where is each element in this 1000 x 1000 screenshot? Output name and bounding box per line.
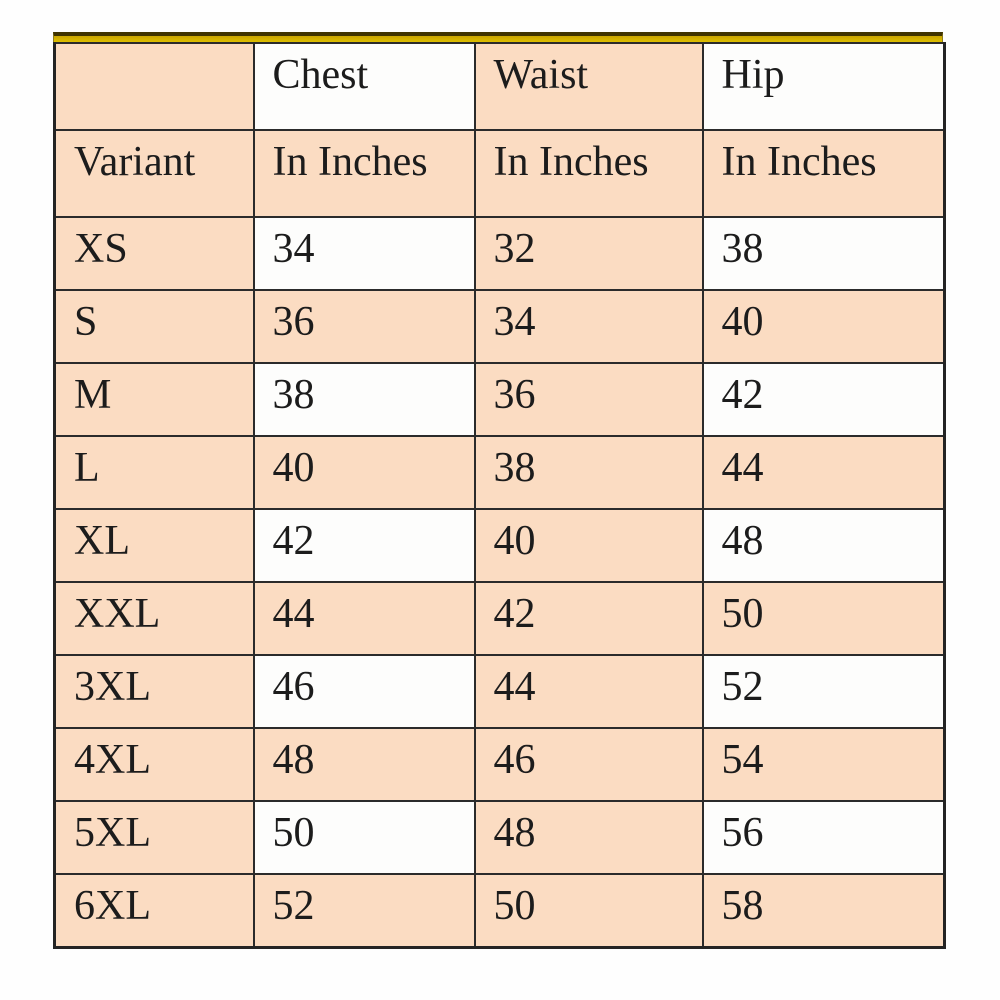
hip-value-cell: 40	[703, 290, 945, 363]
table-row-m	[55, 363, 945, 436]
variant-cell: S	[55, 290, 254, 363]
variant-cell: 4XL	[55, 728, 254, 801]
waist-value-cell: 38	[475, 436, 703, 509]
chest-value-cell: 38	[254, 363, 475, 436]
waist-value-cell: 36	[475, 363, 703, 436]
header-waist-cell: Waist	[475, 43, 703, 130]
hip-value-cell: 42	[703, 363, 945, 436]
table-row-s	[55, 290, 945, 363]
header-blank-cell	[55, 43, 254, 130]
table-row-xl	[55, 509, 945, 582]
waist-value-cell: 50	[475, 874, 703, 947]
hip-value-cell: 38	[703, 217, 945, 290]
variant-cell: L	[55, 436, 254, 509]
table-row-6xl	[55, 874, 945, 947]
table-row-xs	[55, 217, 945, 290]
table-row-4xl	[55, 728, 945, 801]
table-row-3xl	[55, 655, 945, 728]
chest-value-cell: 42	[254, 509, 475, 582]
header-chest-cell: Chest	[254, 43, 475, 130]
hip-value-cell: 54	[703, 728, 945, 801]
size-chart-table	[53, 42, 946, 949]
hip-value-cell: 44	[703, 436, 945, 509]
header-hip-units-cell: In Inches	[703, 130, 945, 217]
waist-value-cell: 40	[475, 509, 703, 582]
table-row-l	[55, 436, 945, 509]
header-variant-cell: Variant	[55, 130, 254, 217]
variant-cell: XL	[55, 509, 254, 582]
waist-value-cell: 32	[475, 217, 703, 290]
waist-value-cell: 46	[475, 728, 703, 801]
variant-cell: 5XL	[55, 801, 254, 874]
chest-value-cell: 44	[254, 582, 475, 655]
header-chest-units-cell: In Inches	[254, 130, 475, 217]
table-row-xxl	[55, 582, 945, 655]
chest-value-cell: 52	[254, 874, 475, 947]
chest-value-cell: 36	[254, 290, 475, 363]
header-row-measure	[55, 43, 945, 130]
header-row-units	[55, 130, 945, 217]
waist-value-cell: 44	[475, 655, 703, 728]
hip-value-cell: 58	[703, 874, 945, 947]
variant-cell: XXL	[55, 582, 254, 655]
chest-value-cell: 50	[254, 801, 475, 874]
chest-value-cell: 34	[254, 217, 475, 290]
header-waist-units-cell: In Inches	[475, 130, 703, 217]
chest-value-cell: 46	[254, 655, 475, 728]
table-top-accent-bar	[53, 32, 943, 42]
waist-value-cell: 42	[475, 582, 703, 655]
hip-value-cell: 50	[703, 582, 945, 655]
hip-value-cell: 48	[703, 509, 945, 582]
variant-cell: XS	[55, 217, 254, 290]
size-chart-container	[53, 32, 943, 949]
hip-value-cell: 56	[703, 801, 945, 874]
waist-value-cell: 34	[475, 290, 703, 363]
header-hip-cell: Hip	[703, 43, 945, 130]
waist-value-cell: 48	[475, 801, 703, 874]
hip-value-cell: 52	[703, 655, 945, 728]
variant-cell: 6XL	[55, 874, 254, 947]
variant-cell: 3XL	[55, 655, 254, 728]
chest-value-cell: 48	[254, 728, 475, 801]
variant-cell: M	[55, 363, 254, 436]
chest-value-cell: 40	[254, 436, 475, 509]
table-row-5xl	[55, 801, 945, 874]
